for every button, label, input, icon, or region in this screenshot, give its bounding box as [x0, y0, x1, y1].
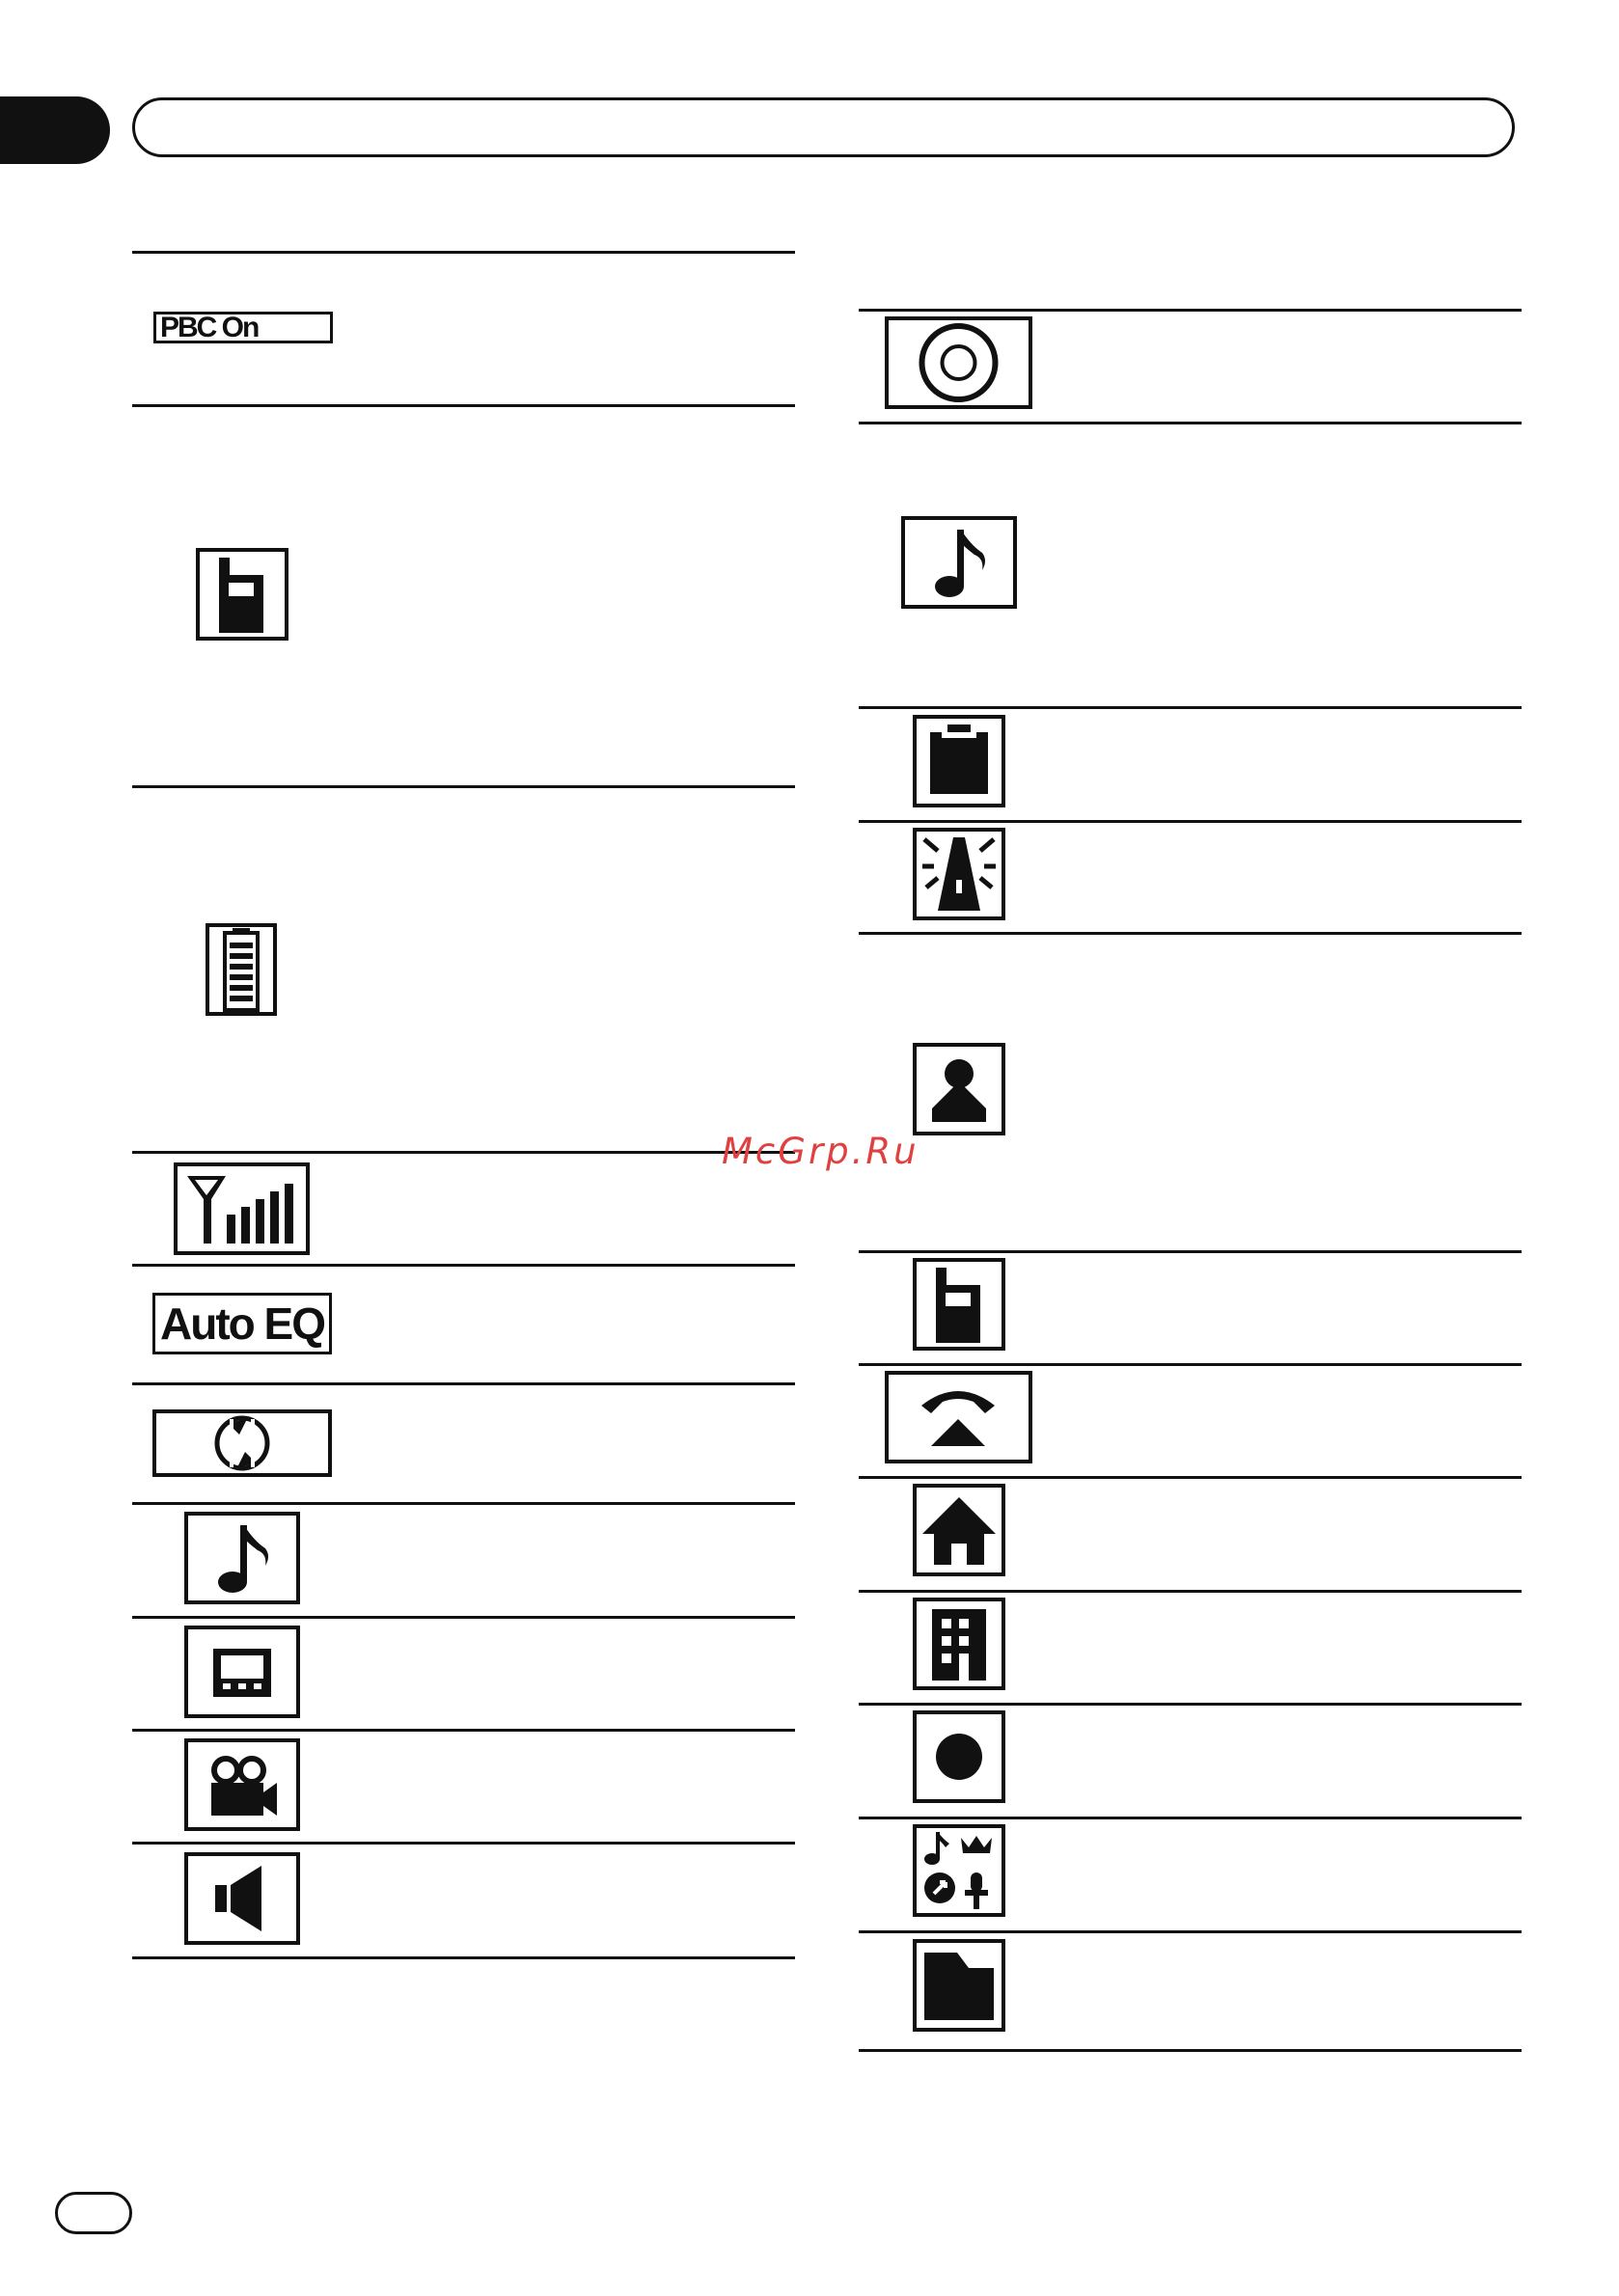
pbc-on-badge — [153, 312, 333, 343]
header-title-bar — [132, 97, 1515, 157]
divider — [859, 820, 1522, 823]
pbc-on-label: PBC On — [160, 311, 259, 343]
video-camera-icon — [184, 1738, 300, 1831]
road-traffic-icon — [913, 828, 1005, 920]
divider — [859, 1930, 1522, 1933]
divider — [132, 1956, 795, 1959]
divider — [859, 1817, 1522, 1819]
divider — [859, 1250, 1522, 1253]
divider — [132, 1842, 795, 1845]
battery-level-icon — [206, 923, 277, 1016]
divider — [859, 1703, 1522, 1706]
mobile-phone-icon — [196, 548, 288, 641]
divider — [132, 1616, 795, 1619]
divider — [859, 2049, 1522, 2052]
mobile-phone-icon — [913, 1258, 1005, 1351]
music-podcast-icon — [913, 1824, 1005, 1917]
divider — [132, 1264, 795, 1267]
music-note-icon — [184, 1512, 300, 1604]
divider — [132, 1729, 795, 1732]
auto-eq-badge — [152, 1293, 332, 1354]
speaker-icon — [184, 1852, 300, 1945]
telephone-outgoing-icon — [885, 1371, 1032, 1463]
watermark: McGrp.Ru — [722, 1131, 919, 1172]
divider — [859, 309, 1522, 312]
disc-icon — [885, 316, 1032, 409]
rotate-arrows-icon — [152, 1409, 332, 1477]
header-tab — [0, 96, 110, 164]
divider — [132, 251, 795, 254]
divider — [132, 1382, 795, 1385]
divider — [859, 1590, 1522, 1593]
divider — [859, 1363, 1522, 1366]
divider — [132, 785, 795, 788]
divider — [132, 1502, 795, 1505]
page-number-pill — [55, 2192, 132, 2234]
person-icon — [913, 1043, 1005, 1135]
signal-strength-icon — [174, 1162, 310, 1255]
auto-eq-label: Auto EQ — [160, 1298, 324, 1349]
divider — [859, 706, 1522, 709]
filled-circle-icon — [913, 1710, 1005, 1803]
office-building-icon — [913, 1598, 1005, 1690]
divider — [859, 1476, 1522, 1479]
divider — [132, 1151, 795, 1154]
divider — [859, 932, 1522, 935]
folder-icon — [913, 1939, 1005, 2032]
home-icon — [913, 1484, 1005, 1576]
divider — [132, 404, 795, 407]
divider — [859, 422, 1522, 424]
music-note-icon — [901, 516, 1017, 609]
media-device-icon — [184, 1626, 300, 1718]
clipboard-icon — [913, 715, 1005, 807]
